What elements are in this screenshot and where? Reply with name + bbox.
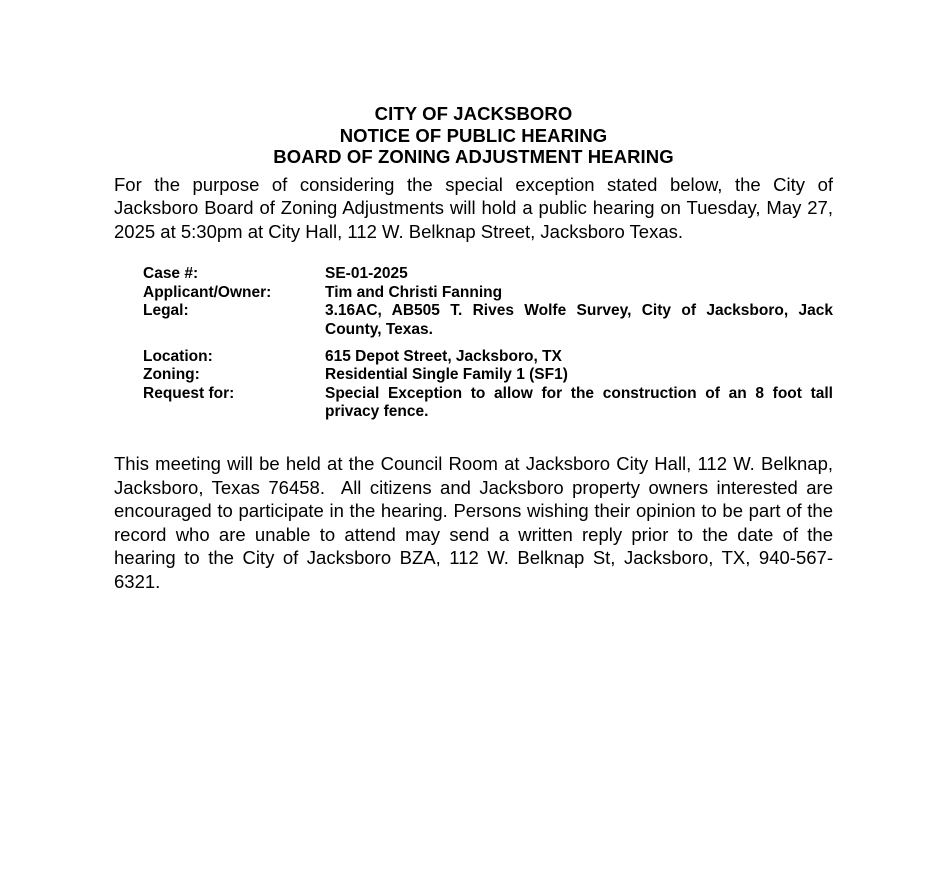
label-applicant-owner: Applicant/Owner: <box>143 283 272 301</box>
label-case-number: Case #: <box>143 265 199 283</box>
label-legal: Legal: <box>143 302 189 320</box>
section-spacer <box>114 422 833 452</box>
document-heading <box>114 103 833 168</box>
value-zoning: Residential Single Family 1 (SF1) <box>325 366 568 384</box>
closing-paragraph: This meeting will be held at the Council Room at Jacksboro City Hall, 112 W. Belknap, Jacksboro, Texas 76458. All citizens and Jacksboro property owners interested are encouraged to participate in the hearing. Persons wishing their opinion to be part of the record who are unable to attend may send a written reply prior to the date of the hearing to the City of Jacksboro BZA, 112 W. Belknap St, Jacksboro, TX, 940-567-6321. <box>114 453 839 592</box>
table-row-zoning <box>143 366 833 385</box>
case-details-table <box>143 265 833 422</box>
heading-line-board: BOARD OF ZONING ADJUSTMENT HEARING <box>273 146 674 167</box>
table-row-case-number <box>143 265 833 284</box>
value-request-for: Special Exception to allow for the construction of an 8 foot tall privacy fence. <box>325 384 833 421</box>
value-location: 615 Depot Street, Jacksboro, TX <box>325 347 562 365</box>
table-row-applicant-owner <box>143 284 833 303</box>
table-row-location <box>143 340 833 367</box>
label-location: Location: <box>143 347 213 365</box>
value-legal: 3.16AC, AB505 T. Rives Wolfe Survey, City of Jacksboro, Jack County, Texas. <box>325 302 833 339</box>
case-details-body <box>143 265 833 422</box>
intro-paragraph: For the purpose of considering the special exception stated below, the City of Jacksboro Board of Zoning Adjustments will hold a public hearing on Tuesday, May 27, 2025 at 5:30pm at City Hall, 112 W. Belknap Street, Jacksboro Texas. <box>114 173 839 242</box>
table-row-legal <box>143 302 833 339</box>
table-row-request-for <box>143 385 833 422</box>
label-zoning: Zoning: <box>143 366 200 384</box>
heading-line-notice: NOTICE OF PUBLIC HEARING <box>339 124 608 146</box>
heading-line-city: CITY OF JACKSBORO <box>374 103 573 124</box>
label-request-for: Request for: <box>143 384 235 402</box>
value-applicant-owner: Tim and Christi Fanning <box>325 283 503 301</box>
document-content <box>114 103 839 594</box>
value-case-number: SE-01-2025 <box>325 265 408 283</box>
